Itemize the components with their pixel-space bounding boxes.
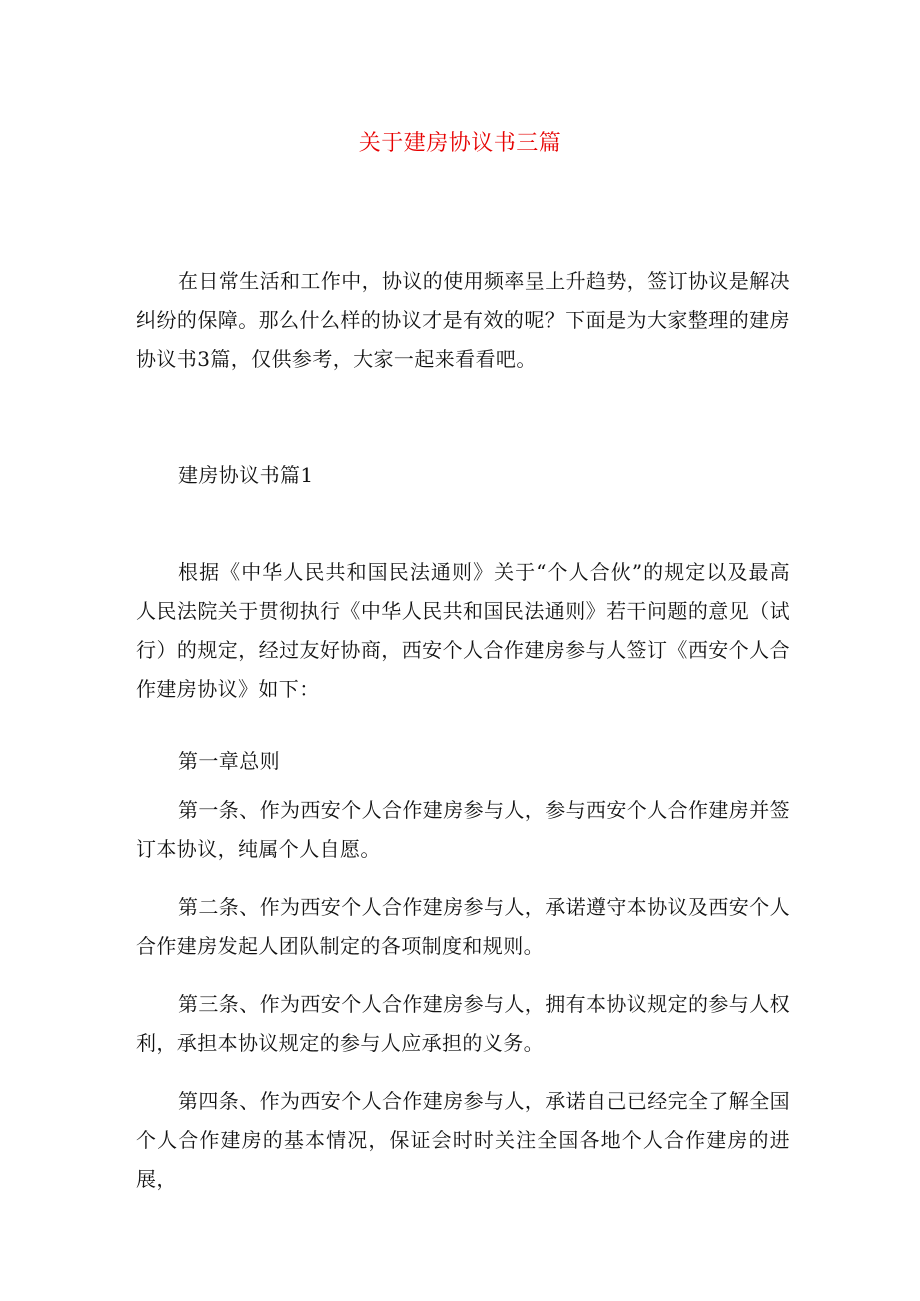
- preamble-paragraph: 根据《中华人民共和国民法通则》关于“个人合伙”的规定以及最高人民法院关于贯彻执行《中华人民共和国民法通则》若干问题的意见（试行）的规定，经过友好协商，西安个人合作建房参与人签订《西安个人合作建房协议》如下：: [136, 560, 790, 701]
- chapter-heading: 第一章总则: [178, 749, 280, 773]
- section-heading: 建房协议书篇1: [178, 463, 314, 487]
- article-4: 第四条、作为西安个人合作建房参与人，承诺自己已经完全了解全国个人合作建房的基本情况，保证会时时关注全国各地个人合作建房的进展，: [136, 1089, 790, 1191]
- document-title: 关于建房协议书三篇: [358, 131, 562, 156]
- intro-paragraph: 在日常生活和工作中，协议的使用频率呈上升趋势，签订协议是解决纠纷的保障。那么什么样的协议才是有效的呢？下面是为大家整理的建房协议书3篇，仅供参考，大家一起来看看吧。: [136, 269, 790, 371]
- article-1: 第一条、作为西安个人合作建房参与人，参与西安个人合作建房并签订本协议，纯属个人自愿。: [136, 798, 790, 861]
- article-2: 第二条、作为西安个人合作建房参与人，承诺遵守本协议及西安个人合作建房发起人团队制定的各项制度和规则。: [136, 895, 790, 958]
- article-3: 第三条、作为西安个人合作建房参与人，拥有本协议规定的参与人权利，承担本协议规定的参与人应承担的义务。: [136, 992, 790, 1055]
